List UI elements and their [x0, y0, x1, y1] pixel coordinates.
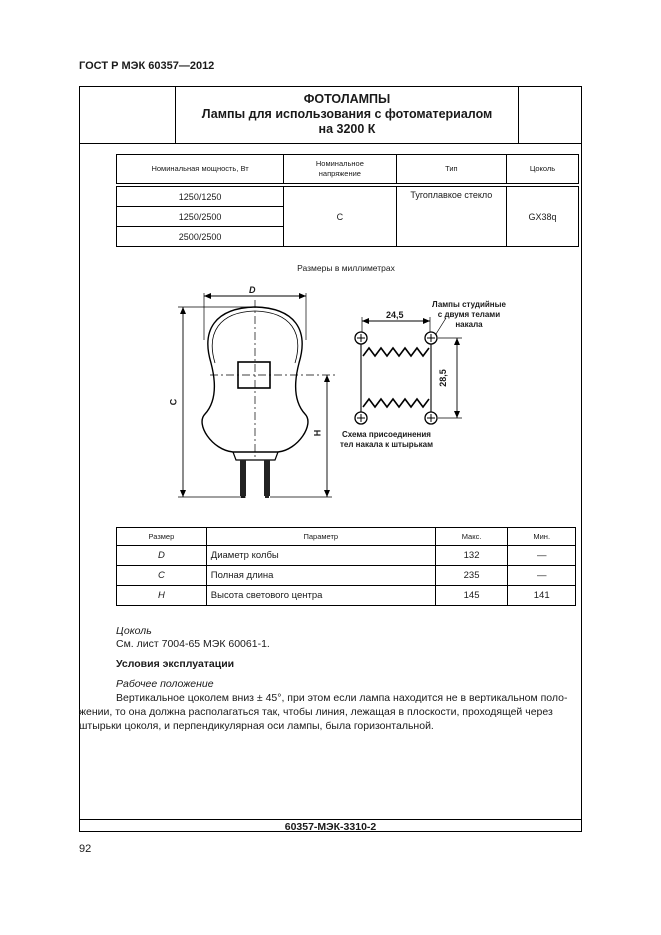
position-line-1: Вертикальное цоколем вниз ± 45°, при этом если лампа находится не в вертикальном поло-: [116, 692, 568, 704]
note-studio-lamps: [432, 300, 506, 330]
power-cell: 2500/2500: [117, 227, 284, 247]
table-row: [117, 546, 576, 566]
dim-table-header: [117, 528, 576, 546]
parameter-cell: Высота светового центра: [206, 586, 435, 606]
min-cell: —: [508, 566, 576, 586]
conditions-heading: Условия эксплуатации: [116, 658, 235, 670]
title-line-3: на 3200 К: [318, 122, 376, 136]
note-bottom-line-1: Схема присоединения: [342, 430, 431, 439]
voltage-cell: C: [284, 187, 396, 247]
max-cell: 132: [435, 546, 508, 566]
power-cell: 1250/2500: [117, 207, 284, 227]
header-power: Номинальная мощность, Вт: [117, 155, 284, 184]
pin-right: [264, 460, 270, 496]
pin-left: [240, 460, 246, 496]
header-parameter: Параметр: [206, 528, 435, 546]
header-max: Макс.: [435, 528, 508, 546]
dimension-table: [116, 527, 576, 606]
table-row: [117, 586, 576, 606]
page-number: 92: [79, 843, 92, 855]
parameter-cell: Диаметр колбы: [206, 546, 435, 566]
min-cell: —: [508, 546, 576, 566]
size-cell: C: [117, 566, 207, 586]
position-paragraph: [116, 691, 578, 705]
parameter-cell: Полная длина: [206, 566, 435, 586]
dim-label-h: H: [312, 429, 323, 437]
filament-top: [363, 348, 429, 356]
filament-bottom: [363, 399, 429, 407]
title-line-1: ФОТОЛАМПЫ: [303, 92, 391, 106]
title-line-2: Лампы для использования с фотоматериалом: [201, 107, 493, 121]
dim-label-28: 28,5: [437, 369, 448, 387]
type-cell: Тугоплавкое стекло: [396, 187, 506, 247]
position-line-2: жении, то она должна располагаться так, чтобы линия, лежащая в плоскости, проходящей через: [79, 706, 553, 718]
dim-label-24: 24,5: [386, 310, 404, 320]
dim-label-c: C: [168, 398, 179, 406]
size-cell: H: [117, 586, 207, 606]
base-heading: Цоколь: [116, 625, 152, 637]
note-top-line-2: с двумя телами: [437, 310, 501, 319]
header-min: Мин.: [508, 528, 576, 546]
max-cell: 145: [435, 586, 508, 606]
table-row: [117, 566, 576, 586]
bulb-neck: [233, 452, 278, 460]
header-base: Цоколь: [507, 155, 579, 184]
note-top-line-3: накала: [455, 320, 483, 329]
standard-id: ГОСТ Р МЭК 60357—2012: [79, 60, 215, 72]
base-cell: GX38q: [507, 187, 579, 247]
base-reference: См. лист 7004-65 МЭК 60061-1.: [116, 638, 270, 650]
note-bottom-line-2: тел накала к штырькам: [340, 440, 433, 449]
header-type: Тип: [396, 155, 506, 184]
figure-caption: Размеры в миллиметрах: [297, 263, 395, 273]
header-voltage-line2: напряжение: [318, 169, 361, 178]
header-size: Размер: [117, 528, 207, 546]
size-cell: D: [117, 546, 207, 566]
header-voltage-line1: Номинальное: [315, 159, 364, 168]
dim-label-d: D: [249, 285, 256, 295]
pin-right-tip: [265, 492, 269, 498]
note-top-line-1: Лампы студийные: [432, 300, 506, 309]
sheet-code: 60357-МЭК-3310-2: [284, 821, 377, 833]
position-heading: Рабочее положение: [116, 678, 214, 690]
min-cell: 141: [508, 586, 576, 606]
note-connection-scheme: [340, 430, 433, 450]
power-cell: 1250/1250: [117, 187, 284, 207]
position-line-3: штырьки цоколя, и перпендикулярная оси лампы, была горизонтальной.: [79, 720, 434, 732]
position-continued: [79, 705, 579, 733]
max-cell: 235: [435, 566, 508, 586]
